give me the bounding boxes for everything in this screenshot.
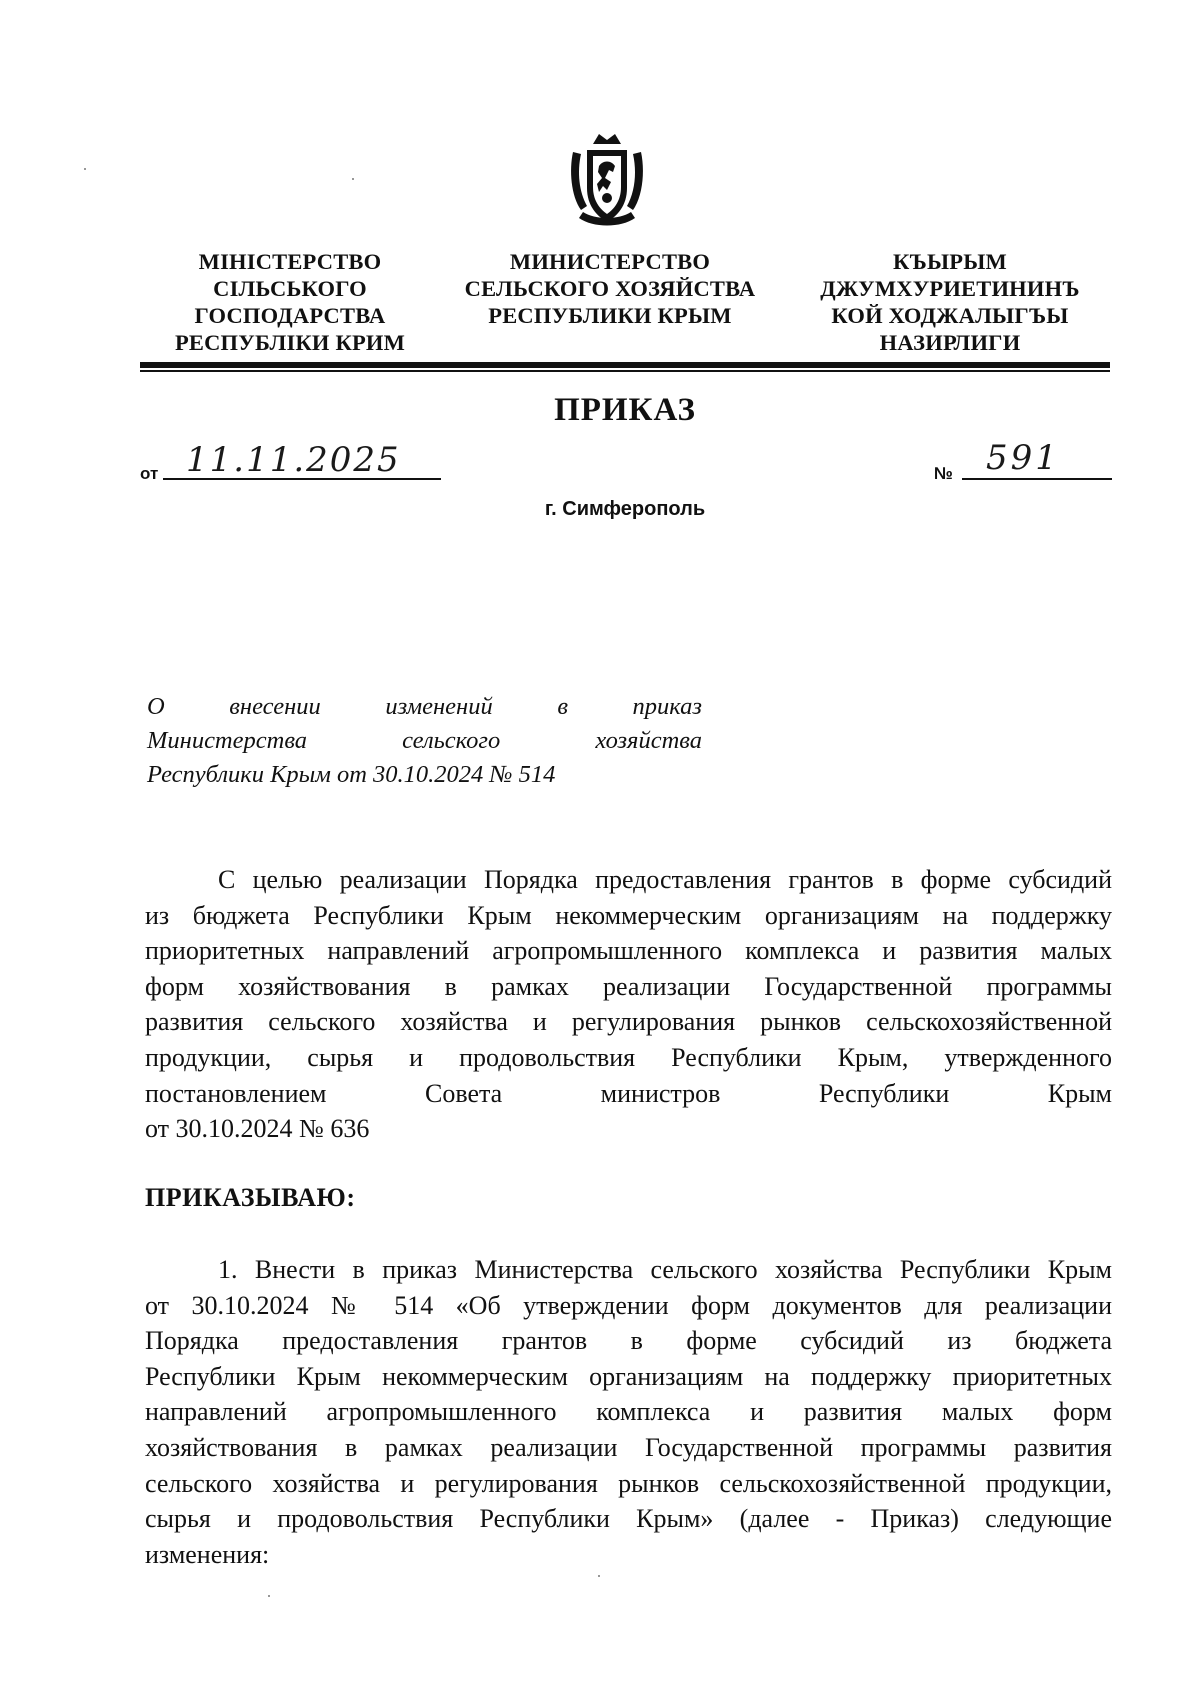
preamble-line: от 30.10.2024 № 636	[145, 1114, 370, 1144]
header-crh-line: НАЗИРЛИГИ	[879, 330, 1021, 355]
scan-speck	[598, 1575, 600, 1577]
subject-word: приказ	[632, 693, 702, 720]
subject-word: изменений	[385, 693, 493, 720]
preamble-line: развития сельского хозяйства и регулирования рынков сельскохозяйственной	[145, 1007, 1112, 1037]
header-ministry-ukrainian	[150, 248, 430, 356]
document-title: ПРИКАЗ	[554, 392, 696, 428]
subject-line	[147, 724, 702, 758]
subject-line	[147, 690, 702, 724]
subject-word: хозяйства	[595, 727, 702, 754]
header-ru-line: МИНИСТЕРСТВО	[509, 249, 711, 274]
preamble-paragraph	[145, 862, 1112, 1147]
scan-speck	[84, 168, 86, 170]
subject-word: сельского	[402, 727, 501, 754]
item-1-line: Порядка предоставления грантов в форме субсидий из бюджета	[145, 1326, 1112, 1356]
item-1-line: сельского хозяйства и регулирования рынков сельскохозяйственной продукции,	[145, 1468, 1112, 1498]
preamble-line: продукции, сырья и продовольствия Республики Крым, утвержденного	[145, 1042, 1112, 1072]
scan-speck	[352, 178, 354, 180]
subject-word: внесении	[229, 693, 321, 720]
item-1-line: 1. Внести в приказ Министерства сельского хозяйства Республики Крым	[218, 1255, 1112, 1284]
subject-line: Республики Крым от 30.10.2024 № 514	[147, 761, 556, 788]
header-crh-line: КОЙ ХОДЖАЛЫГЪЫ	[831, 303, 1069, 328]
preamble-line: форм хозяйствования в рамках реализации Государственной программы	[145, 971, 1112, 1001]
item-1-line: изменения:	[145, 1539, 270, 1569]
item-1-line: сырья и продовольствия Республики Крым» (далее - Приказ) следующие	[145, 1504, 1112, 1534]
header-divider-thick	[140, 362, 1110, 368]
preamble-line: С целью реализации Порядка предоставления грантов в форме субсидий	[218, 865, 1112, 894]
preamble-line: постановлением Совета министров Республики Крым	[145, 1078, 1112, 1108]
header-ua-line: РЕСПУБЛІКИ КРИМ	[174, 330, 406, 355]
number-label: №	[934, 464, 953, 483]
header-ministry-russian	[440, 248, 780, 329]
number-underline	[962, 478, 1112, 480]
header-ua-line: СІЛЬСЬКОГО	[213, 276, 367, 301]
order-heading: ПРИКАЗЫВАЮ:	[145, 1183, 356, 1212]
date-handwritten-value: 11.11.2025	[186, 440, 401, 480]
item-1-line: хозяйствования в рамках реализации Государственной программы развития	[145, 1432, 1112, 1462]
city-label: г. Симферополь	[544, 498, 706, 520]
header-ua-line: ГОСПОДАРСТВА	[194, 303, 386, 328]
subject-word: О	[147, 693, 165, 720]
header-ua-line: МІНІСТЕРСТВО	[198, 249, 382, 274]
item-1-line: от 30.10.2024 № 514 «Об утверждении форм документов для реализации	[145, 1290, 1112, 1320]
preamble-line: из бюджета Республики Крым некоммерческим организациям на поддержку	[145, 900, 1112, 930]
subject-word: в	[557, 693, 568, 720]
preamble-line: приоритетных направлений агропромышленного комплекса и развития малых	[145, 936, 1112, 966]
document-subject	[147, 690, 702, 792]
header-crh-line: ДЖУМХУРИЕТИНИНЪ	[820, 276, 1080, 301]
header-divider-thin	[140, 370, 1110, 372]
coat-of-arms-icon	[569, 130, 645, 230]
number-handwritten-value: 591	[986, 438, 1060, 478]
header-crh-line: КЪЫРЫМ	[893, 249, 1007, 274]
header-ministry-crimean-tatar	[790, 248, 1110, 356]
header-ru-line: РЕСПУБЛИКИ КРЫМ	[488, 303, 732, 328]
scan-speck	[268, 1595, 270, 1597]
item-1-paragraph	[145, 1252, 1112, 1572]
item-1-line: направлений агропромышленного комплекса и развития малых форм	[145, 1397, 1112, 1427]
header-ru-line: СЕЛЬСКОГО ХОЗЯЙСТВА	[464, 276, 756, 301]
item-1-line: Республики Крым некоммерческим организациям на поддержку приоритетных	[145, 1361, 1112, 1391]
subject-word: Министерства	[147, 727, 308, 754]
date-label: от	[140, 464, 159, 483]
